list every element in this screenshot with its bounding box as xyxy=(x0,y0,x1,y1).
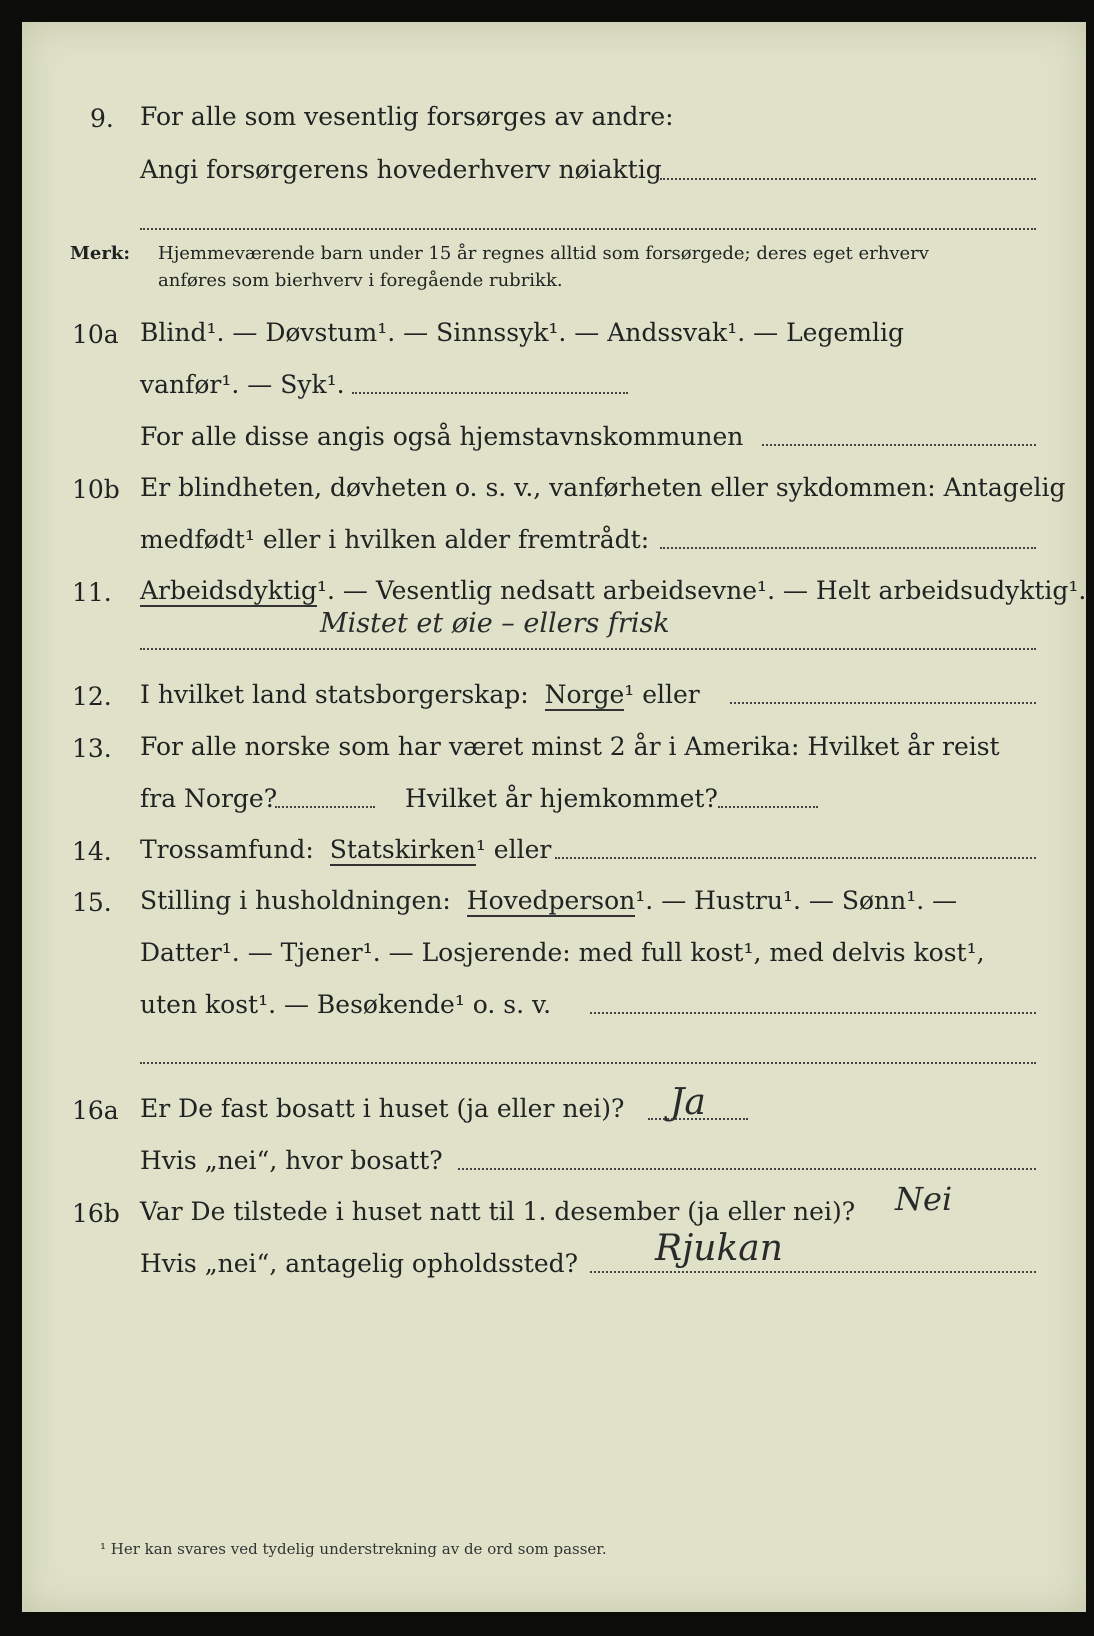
q16a-line1: Er De fast bosatt i huset (ja eller nei)? xyxy=(140,1094,625,1123)
merk-label: Merk: xyxy=(70,243,130,264)
q14-answer-line xyxy=(555,857,1036,859)
q12-pre: I hvilket land statsborgerskap: xyxy=(140,680,529,709)
merk-line1: Hjemmeværende barn under 15 år regnes alltid som forsørgede; deres eget erhverv xyxy=(158,243,929,264)
q16a-number: 16a xyxy=(72,1096,119,1125)
q11-answer-line xyxy=(140,648,1036,650)
q16b-line2: Hvis „nei“, antagelig opholdssted? xyxy=(140,1249,579,1278)
q14-underlined-word: Statskirken xyxy=(329,835,476,864)
q10a-line2: vanfør¹. — Syk¹. xyxy=(140,370,345,399)
q10a-line1: Blind¹. — Døvstum¹. — Sinnssyk¹. — Andssvak¹. — Legemlig xyxy=(140,318,904,347)
q14-post: ¹ eller xyxy=(475,835,552,864)
q14-line xyxy=(140,837,551,862)
q10a-number: 10a xyxy=(72,320,119,349)
q13-line1: For alle norske som har været minst 2 år i Amerika: Hvilket år reist xyxy=(140,732,1000,761)
q9-answer-line xyxy=(660,178,1036,180)
q13-reist-line xyxy=(275,806,375,808)
q15-answer-line xyxy=(590,1012,1036,1014)
q15-line2: Datter¹. — Tjener¹. — Losjerende: med full kost¹, med delvis kost¹, xyxy=(140,938,985,967)
q16a-answer-line xyxy=(648,1118,748,1120)
q16b-handwritten-answer: Nei xyxy=(895,1180,953,1218)
q16b-answer-line xyxy=(590,1271,1036,1273)
q13-hjemkommet: Hvilket år hjemkommet? xyxy=(405,784,718,813)
q12-answer-line xyxy=(730,702,1036,704)
q16a-line2: Hvis „nei“, hvor bosatt? xyxy=(140,1146,443,1175)
footnote: ¹ Her kan svares ved tydelig understrekning av de ord som passer. xyxy=(100,1540,607,1558)
q11-line xyxy=(140,578,1086,603)
merk-line2: anføres som bierhverv i foregående rubrikk. xyxy=(158,270,563,291)
q12-number: 12. xyxy=(72,682,112,711)
q10a-kommune-line xyxy=(762,444,1036,446)
q9-number: 9. xyxy=(90,104,114,133)
q16b-number: 16b xyxy=(72,1199,120,1228)
q13-hjemkommet-line xyxy=(718,806,818,808)
q15-answer-line-2 xyxy=(140,1062,1036,1064)
q10b-line1: Er blindheten, døvheten o. s. v., vanførheten eller sykdommen: Antagelig xyxy=(140,473,1066,502)
q15-line3: uten kost¹. — Besøkende¹ o. s. v. xyxy=(140,990,552,1019)
q16b-handwritten-place: Rjukan xyxy=(655,1228,783,1269)
q11-rest: ¹. — Vesentlig nedsatt arbeidsevne¹. — Helt arbeidsudyktig¹. xyxy=(316,576,1087,605)
q10a-line3: For alle disse angis også hjemstavnskommunen xyxy=(140,422,744,451)
q9-answer-line-2 xyxy=(140,228,1036,230)
q14-number: 14. xyxy=(72,837,112,866)
q12-line xyxy=(140,682,700,707)
q11-number: 11. xyxy=(72,578,112,607)
q10a-answer-line xyxy=(352,392,628,394)
q11-underlined-word: Arbeidsdyktig xyxy=(140,576,317,605)
q15-pre: Stilling i husholdningen: xyxy=(140,886,451,915)
q11-handwritten-answer: Mistet et øie – ellers frisk xyxy=(320,608,670,639)
q15-underlined-word: Hovedperson xyxy=(466,886,636,915)
q10b-line2: medfødt¹ eller i hvilken alder fremtrådt: xyxy=(140,525,650,554)
q16b-line1: Var De tilstede i huset natt til 1. desember (ja eller nei)? xyxy=(140,1197,856,1226)
q16a-bosatt-line xyxy=(458,1168,1036,1170)
q10b-number: 10b xyxy=(72,475,120,504)
q12-underlined-word: Norge xyxy=(544,680,625,709)
q12-post: ¹ eller xyxy=(624,680,700,709)
q13-reist: fra Norge? xyxy=(140,784,278,813)
q15-number: 15. xyxy=(72,888,112,917)
q15-line1 xyxy=(140,888,957,913)
q16a-handwritten-answer: Ja xyxy=(670,1082,706,1123)
q10b-answer-line xyxy=(660,547,1036,549)
q9-line2: Angi forsørgerens hovederhverv nøiaktig xyxy=(140,155,662,184)
q14-pre: Trossamfund: xyxy=(140,835,314,864)
q13-number: 13. xyxy=(72,734,112,763)
q15-post: ¹. — Hustru¹. — Sønn¹. — xyxy=(635,886,958,915)
q9-line1: For alle som vesentlig forsørges av andre: xyxy=(140,102,674,131)
